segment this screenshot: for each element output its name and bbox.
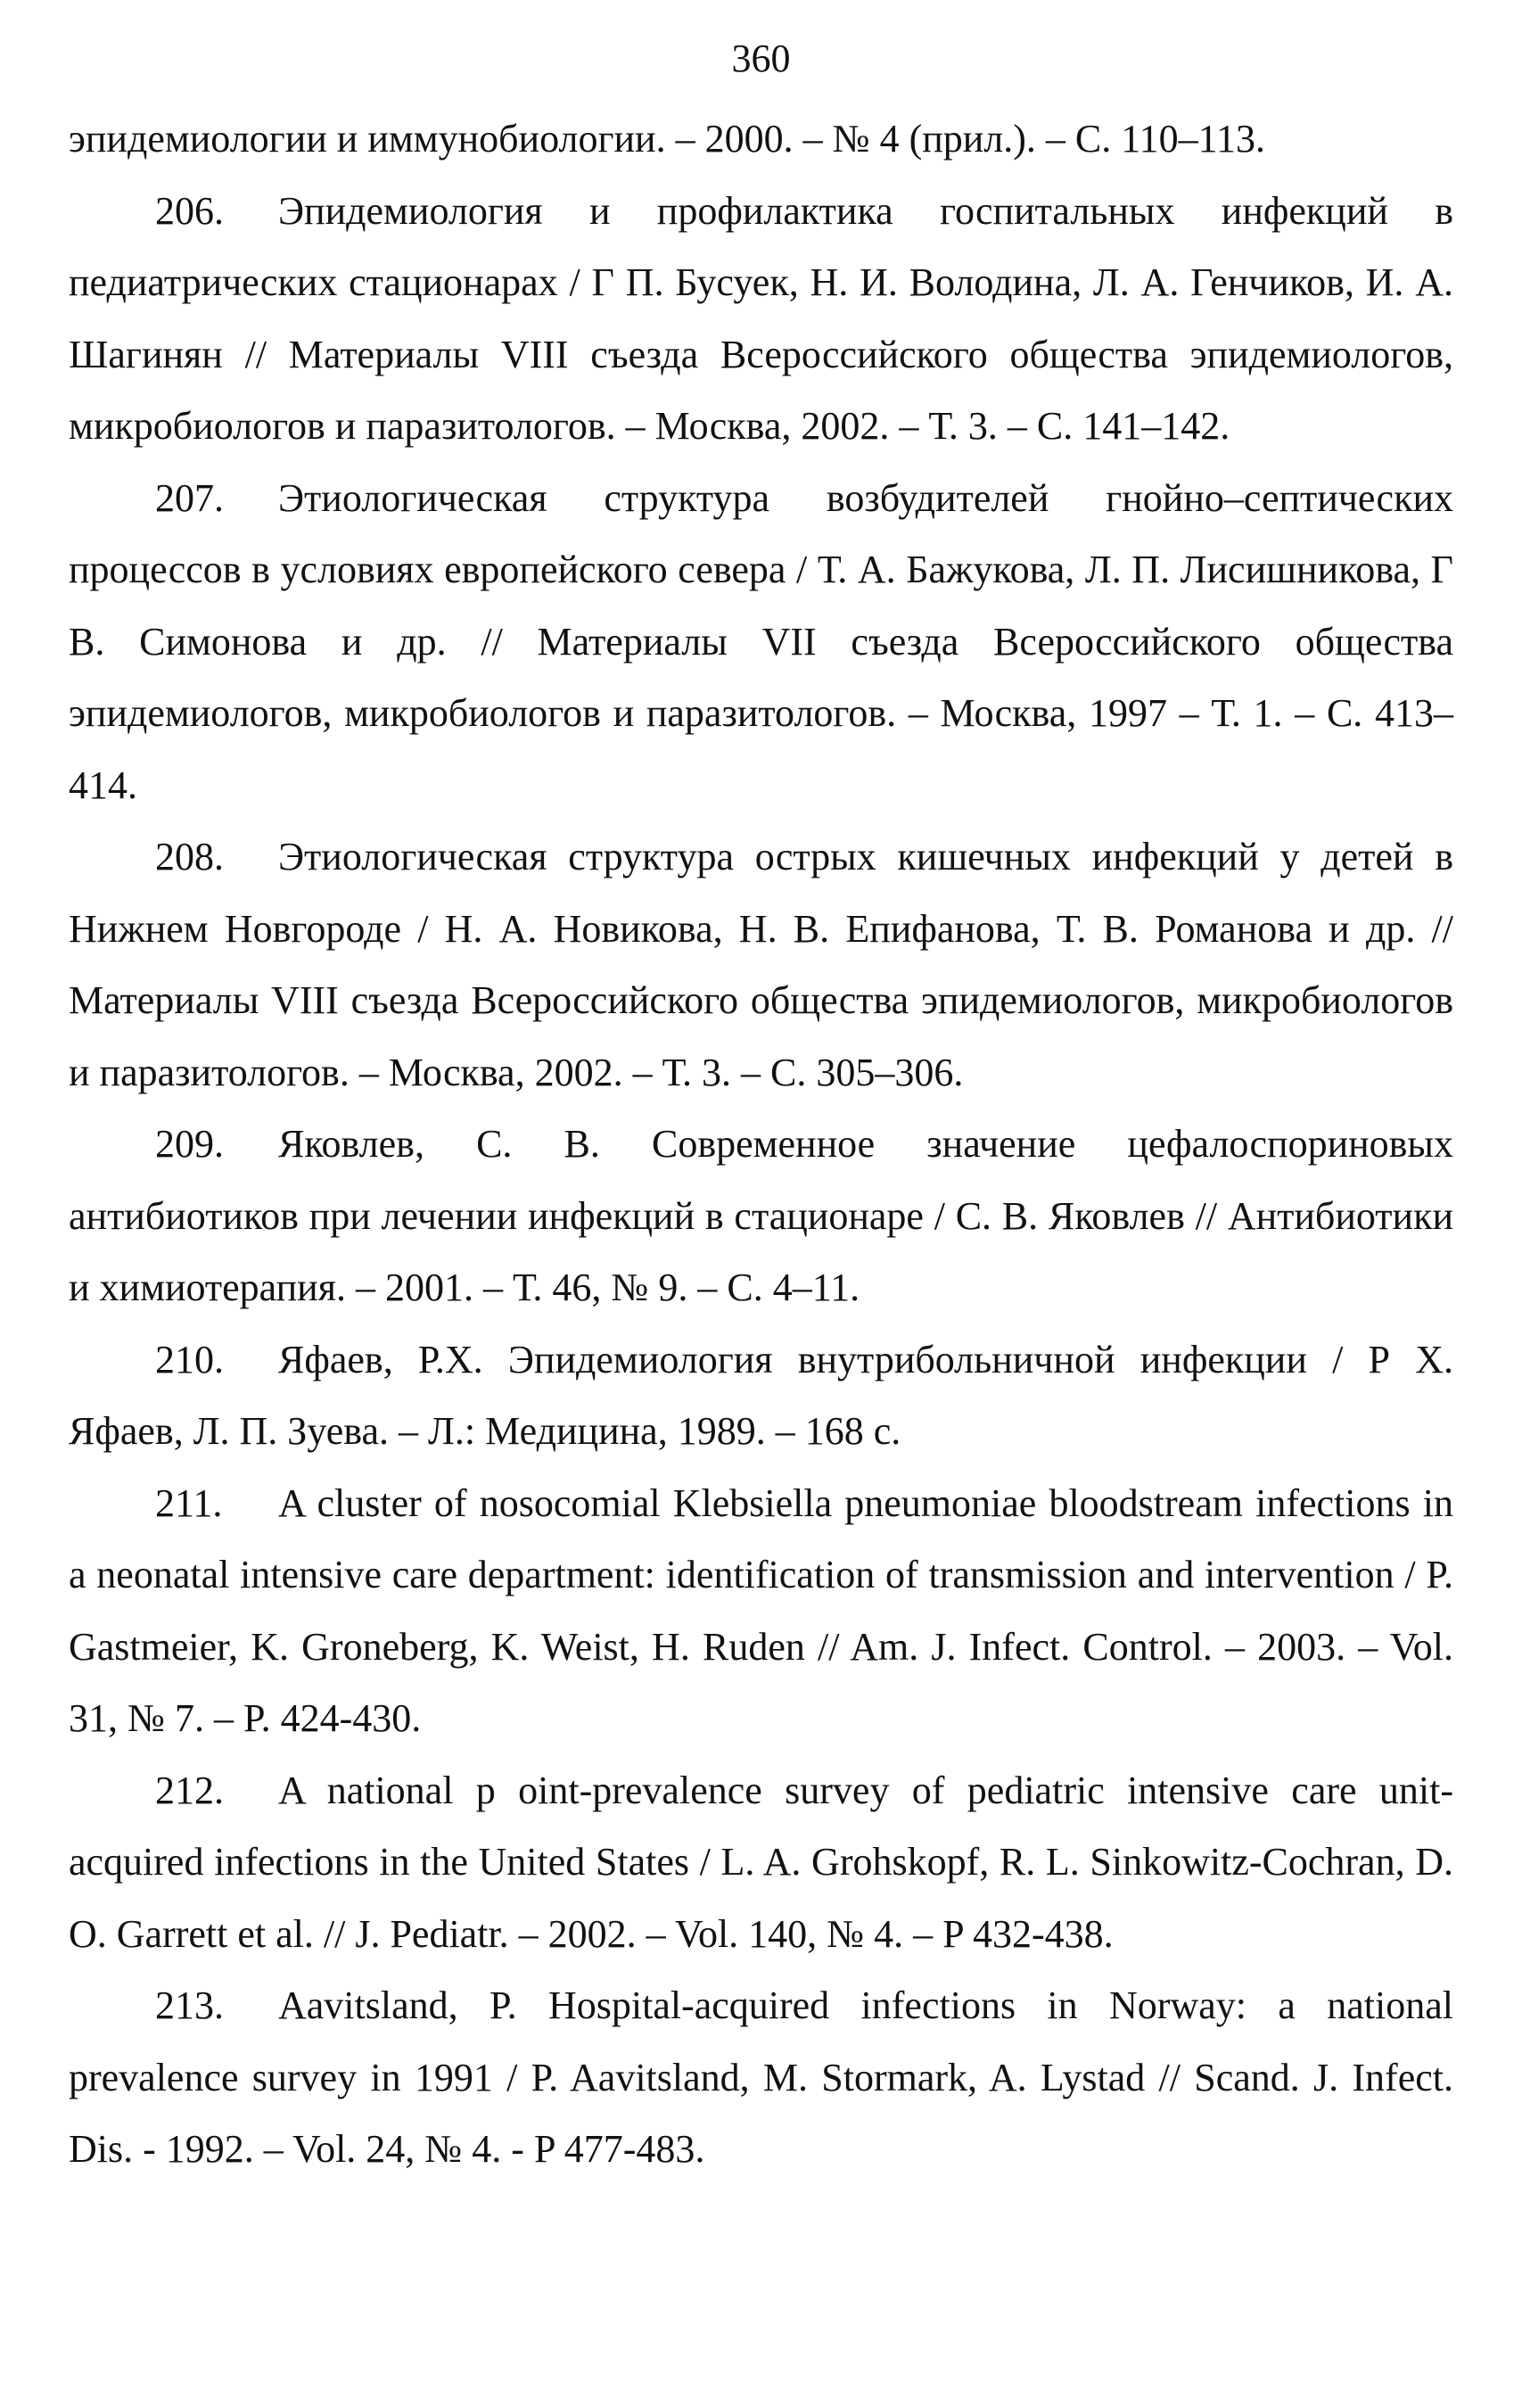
reference-item [69,1109,1453,1324]
reference-number: 211. [155,1480,223,1525]
reference-item [69,176,1453,463]
reference-number: 212. [155,1768,224,1812]
reference-item [69,463,1453,822]
reference-number: 209. [155,1122,224,1166]
reference-text: Aavitsland, P. Hospital-acquired infections in Norway: a national prevalence survey in 1991 / P. Aavitsland, M. Stormark, A. Lystad // Scand. J. Infect. Dis. - 1992. – Vol. 24, № 4. - P 477-483. [69,1983,1453,2171]
reference-list [69,103,1453,2186]
reference-item [69,1468,1453,1755]
reference-item [69,1970,1453,2186]
reference-item [69,821,1453,1109]
reference-text: Этиологическая структура возбудителей гнойно–септических процессов в условиях европейского севера / Т. А. Бажукова, Л. П. Лисишникова, Г В. Симонова и др. // Материалы VII съезда Всероссийского общества эпидемиологов, микробиологов и паразитологов. – Москва, 1997 – Т. 1. – С. 413–414. [69,475,1453,807]
reference-text: A national p oint-prevalence survey of pediatric intensive care unit-acquired infections in the United States / L. A. Grohskopf, R. L. Sinkowitz-Cochran, D. O. Garrett et al. // J. Pediatr. – 2002. – Vol. 140, № 4. – P 432-438. [69,1768,1453,1956]
reference-item [69,1324,1453,1468]
page-number: 360 [731,37,791,80]
reference-item [69,1755,1453,1971]
reference-text: Этиологическая структура острых кишечных инфекций у детей в Нижнем Новгороде / Н. А. Новикова, Н. В. Епифанова, Т. В. Романова и др. // Материалы VIII съезда Всероссийского общества эпидемиологов, микробиологов и паразитологов. – Москва, 2002. – Т. 3. – С. 305–306. [69,835,1453,1094]
reference-number: 206. [155,188,224,233]
reference-number: 210. [155,1337,224,1381]
reference-continuation: эпидемиологии и иммунобиологии. – 2000. – № 4 (прил.). – С. 110–113. [69,117,1265,161]
reference-number: 207. [155,475,224,520]
reference-number: 208. [155,835,224,878]
reference-text: Яковлев, С. В. Современное значение цефалоспориновых антибиотиков при лечении инфекций в стационаре / С. В. Яковлев // Антибиотики и химиотерапия. – 2001. – Т. 46, № 9. – С. 4–11. [69,1122,1453,1309]
reference-text: Эпидемиология и профилактика госпитальных инфекций в педиатрических стационарах / Г П. Бусуек, Н. И. Володина, Л. А. Генчиков, И. А. Шагинян // Материалы VIII съезда Всероссийского общества эпидемиологов, микробиологов и паразитологов. – Москва, 2002. – Т. 3. – С. 141–142. [69,188,1453,448]
reference-text: Яфаев, Р.Х. Эпидемиология внутрибольничной инфекции / Р Х. Яфаев, Л. П. Зуева. – Л.: Медицина, 1989. – 168 с. [69,1337,1453,1453]
reference-text: A cluster of nosocomial Klebsiella pneumoniae bloodstream infections in a neonatal intensive care department: identification of transmission and intervention / P. Gastmeier, K. Groneberg, K. Weist, H. Ruden // Am. J. Infect. Control. – 2003. – Vol. 31, № 7. – P. 424-430. [69,1480,1453,1740]
reference-number: 213. [155,1983,224,2027]
